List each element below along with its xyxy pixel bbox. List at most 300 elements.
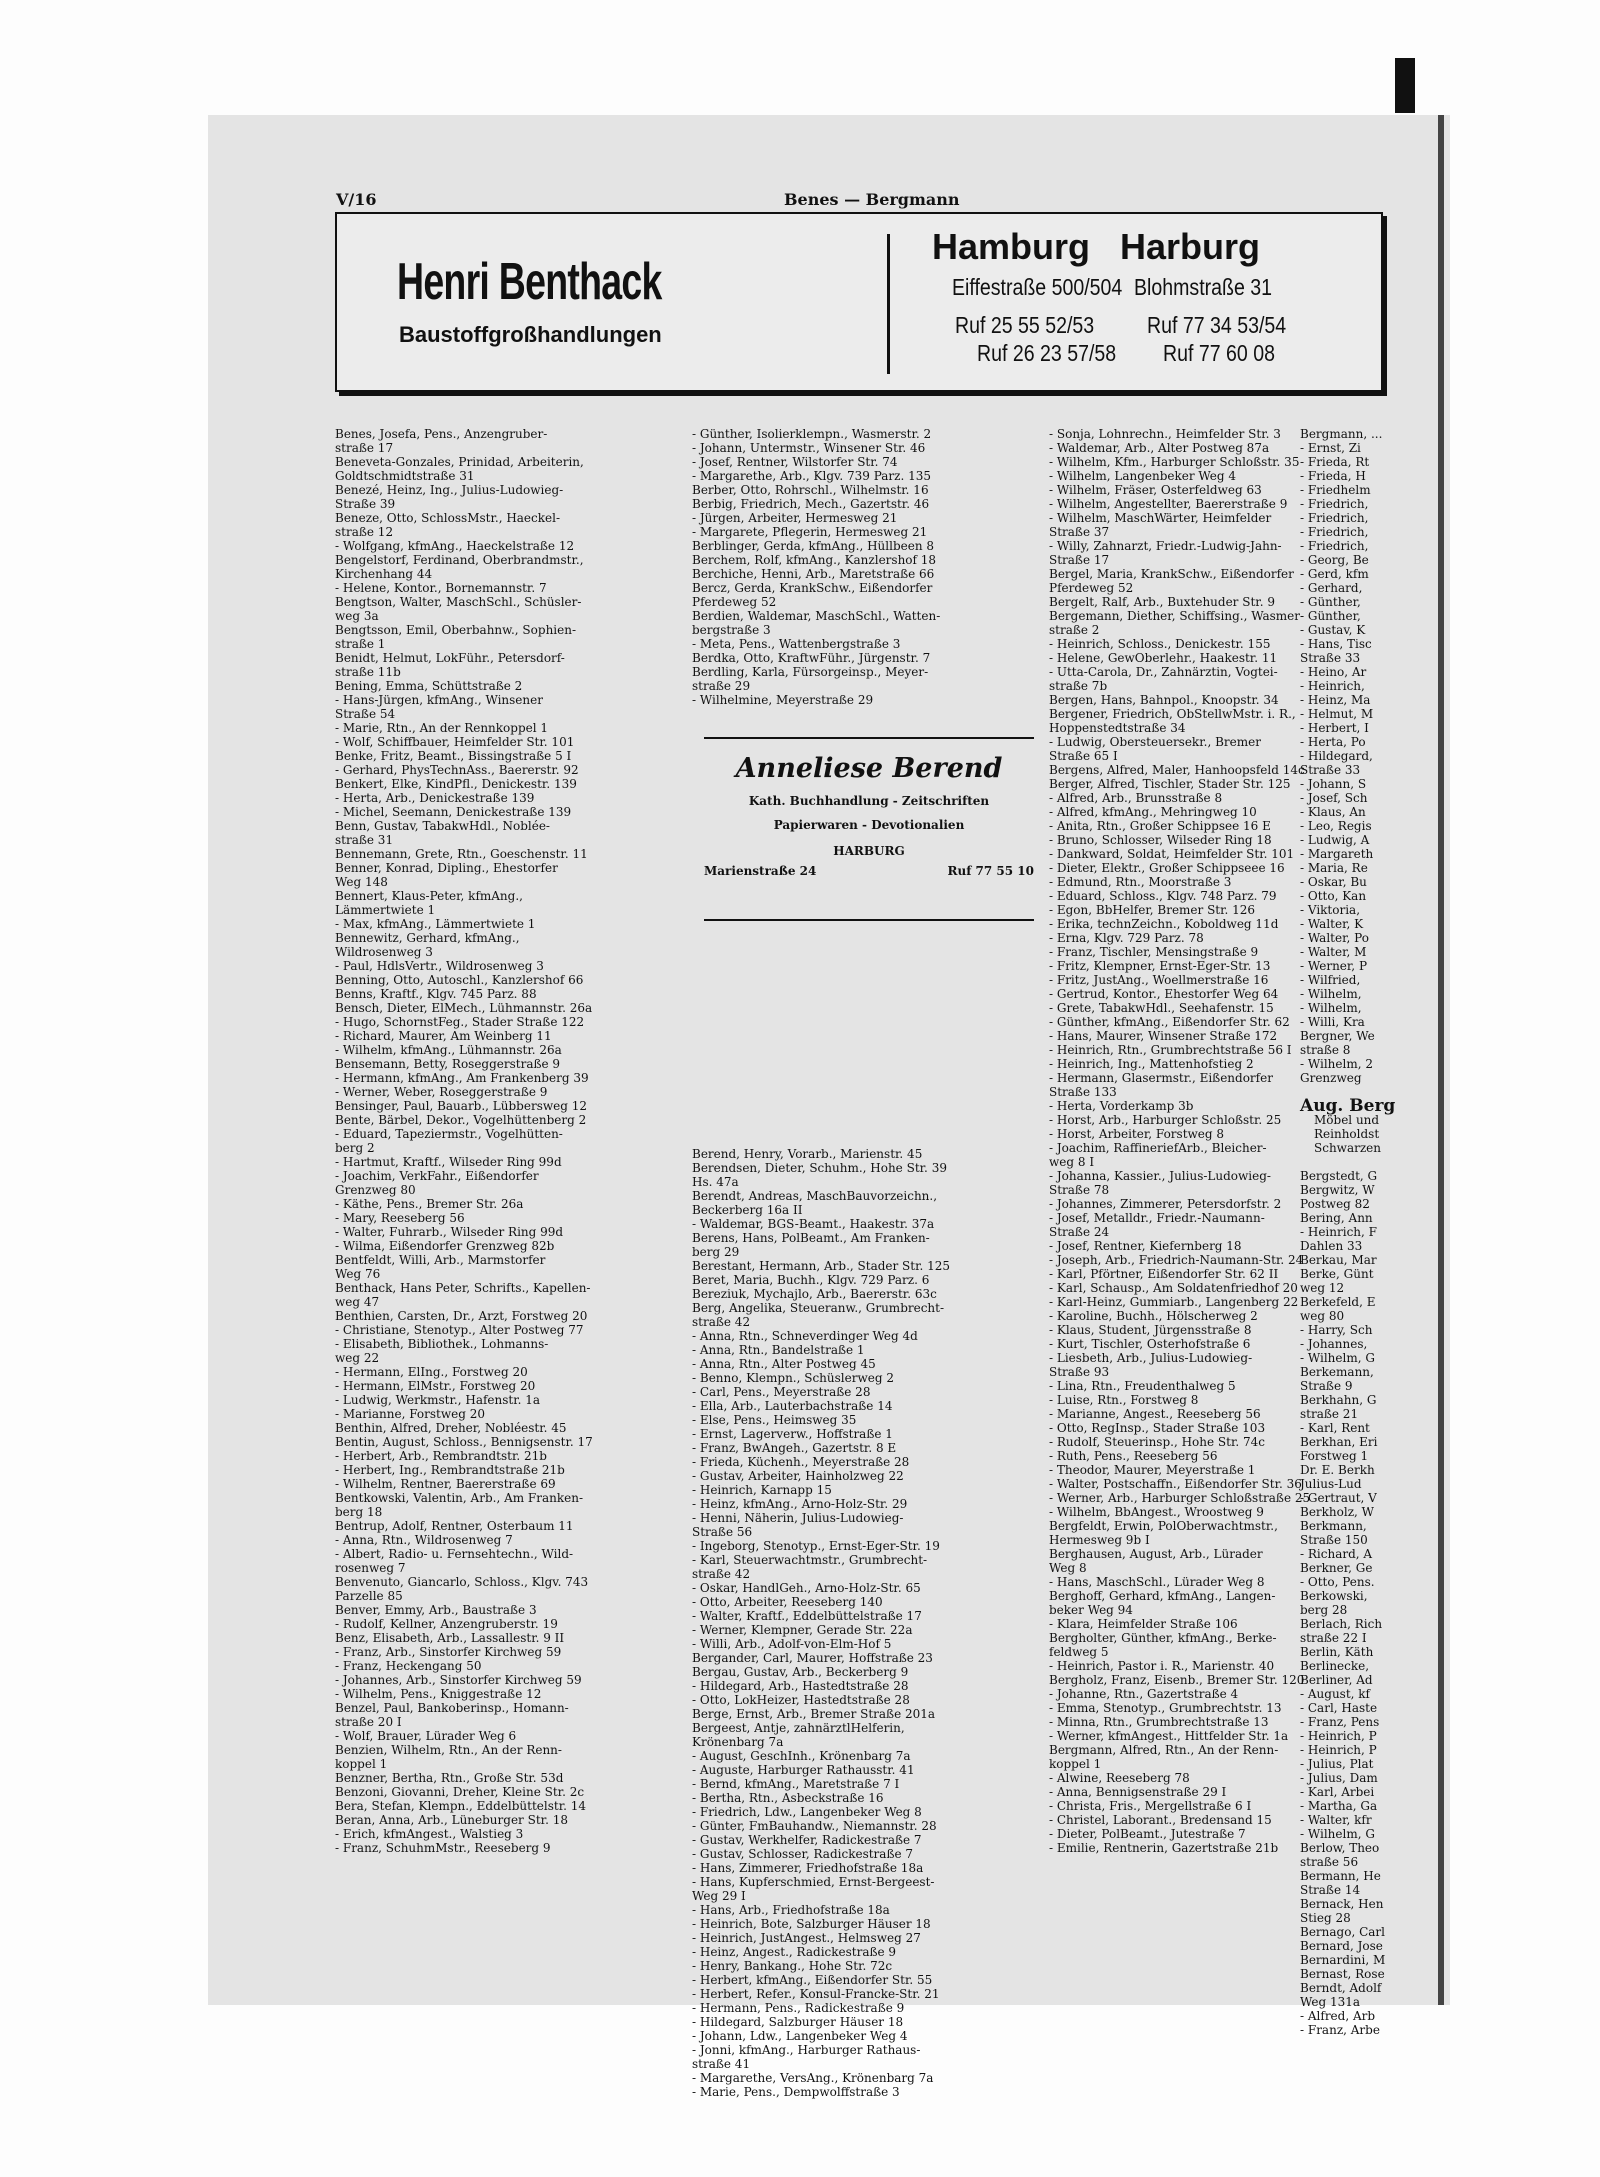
directory-entry-line: berg 28 bbox=[1300, 1603, 1348, 1617]
directory-entry-line: Benns, Kraftf., Klgv. 745 Parz. 88 bbox=[335, 987, 537, 1001]
ad-street-hamburg: Eiffestraße 500/504 bbox=[952, 274, 1123, 300]
directory-entry-line: - Werner, Arb., Harburger Schloßstraße 25 bbox=[1049, 1491, 1311, 1505]
directory-entry-line: Berendsen, Dieter, Schuhm., Hohe Str. 39 bbox=[692, 1161, 947, 1175]
directory-entry-line: - Karl, Arbei bbox=[1300, 1785, 1375, 1799]
directory-entry-line: Bergemann, Diether, Schiffsing., Wasmer- bbox=[1049, 609, 1305, 623]
directory-entry-line: - Richard, A bbox=[1300, 1547, 1373, 1561]
directory-entry-line: Berlinecke, bbox=[1300, 1659, 1370, 1673]
directory-entry-line: Weg 29 I bbox=[692, 1889, 746, 1903]
directory-entry-line: - Jonni, kfmAng., Harburger Rathaus- bbox=[692, 2043, 921, 2057]
directory-entry-line: Berkhan, Eri bbox=[1300, 1435, 1378, 1449]
directory-entry-line: straße 11b bbox=[335, 665, 401, 679]
directory-entry-line: - Rudolf, Steuerinsp., Hohe Str. 74c bbox=[1049, 1435, 1265, 1449]
directory-entry-line: Postweg 82 bbox=[1300, 1197, 1370, 1211]
directory-entry-line: - Hermann, kfmAng., Am Frankenberg 39 bbox=[335, 1071, 589, 1085]
column-2-lower bbox=[692, 1147, 1032, 2099]
directory-entry-line: - Hermann, ElMstr., Forstweg 20 bbox=[335, 1379, 536, 1393]
directory-entry-line: berg 2 bbox=[335, 1141, 375, 1155]
directory-entry-line: Berndt, Adolf bbox=[1300, 1981, 1382, 1995]
directory-entry-line: Pferdeweg 52 bbox=[692, 595, 777, 609]
directory-entry-line: - Otto, Kan bbox=[1300, 889, 1367, 903]
directory-entry-line: - Walter, Fuhrarb., Wilseder Ring 99d bbox=[335, 1225, 564, 1239]
directory-entry-line: Benvenuto, Giancarlo, Schloss., Klgv. 743 bbox=[335, 1575, 589, 1589]
directory-entry-line: - Friedrich, Ldw., Langenbeker Weg 8 bbox=[692, 1805, 922, 1819]
directory-entry-line: Bernardini, M bbox=[1300, 1953, 1386, 1967]
directory-entry-line: - Wilhelm, BbAngest., Wroostweg 9 bbox=[1049, 1505, 1264, 1519]
directory-entry-line: - Ingeborg, Stenotyp., Ernst-Eger-Str. 19 bbox=[692, 1539, 940, 1553]
directory-entry-line: - Marie, Pens., Dempwolffstraße 3 bbox=[692, 2085, 900, 2099]
directory-entry-line: - Gertraut, V bbox=[1300, 1491, 1377, 1505]
directory-entry-line: Bentin, August, Schloss., Bennigsenstr. 17 bbox=[335, 1435, 593, 1449]
directory-entry-line: Berblinger, Gerda, kfmAng., Hüllbeen 8 bbox=[692, 539, 935, 553]
directory-entry-line: - Wilhelm, Rentner, Baererstraße 69 bbox=[335, 1477, 556, 1491]
directory-entry-line: Julius-Lud bbox=[1300, 1477, 1362, 1491]
berend-ad-phone: Ruf 77 55 10 bbox=[947, 864, 1034, 878]
directory-entry-line: - Wilhelm, Angestellter, Baererstraße 9 bbox=[1049, 497, 1288, 511]
directory-entry-line: Wildrosenweg 3 bbox=[335, 945, 433, 959]
directory-entry-line: - Johannes, Arb., Sinstorfer Kirchweg 59 bbox=[335, 1673, 582, 1687]
directory-entry-line: straße 22 I bbox=[1300, 1631, 1367, 1645]
ad-company-name: Henri Benthack bbox=[397, 253, 662, 311]
directory-entry-line: - Walter, Kraftf., Eddelbüttelstraße 17 bbox=[692, 1609, 922, 1623]
directory-entry-line: - Heinrich, Schloss., Denickestr. 155 bbox=[1049, 637, 1271, 651]
directory-entry-line: - Auguste, Harburger Rathausstr. 41 bbox=[692, 1763, 915, 1777]
directory-entry-line: - Wilhelm, bbox=[1300, 987, 1362, 1001]
aug-berg-ad-line1: Möbel und bbox=[1314, 1113, 1380, 1127]
directory-entry-line: Bergwitz, W bbox=[1300, 1183, 1375, 1197]
directory-entry-line: Berkowski, bbox=[1300, 1589, 1368, 1603]
directory-entry-line: - Günter, FmBauhandw., Niemannstr. 28 bbox=[692, 1819, 937, 1833]
directory-entry-line: - Julius, Dam bbox=[1300, 1771, 1378, 1785]
directory-entry-line: - Wilhelm, Langenbeker Weg 4 bbox=[1049, 469, 1237, 483]
directory-entry-line: - Margarethe, Arb., Klgv. 739 Parz. 135 bbox=[692, 469, 931, 483]
directory-entry-line: - Günther, kfmAng., Eißendorfer Str. 62 bbox=[1049, 1015, 1290, 1029]
directory-entry-line: Berge, Ernst, Arb., Bremer Straße 201a bbox=[692, 1707, 936, 1721]
directory-entry-line: - Alfred, Arb bbox=[1300, 2009, 1376, 2023]
directory-entry-line: Berkner, Ge bbox=[1300, 1561, 1373, 1575]
column-2 bbox=[692, 427, 1032, 707]
directory-page bbox=[208, 115, 1450, 2099]
directory-entry-line: Bermann, He bbox=[1300, 1869, 1381, 1883]
directory-entry-line: Berlow, Theo bbox=[1300, 1841, 1380, 1855]
directory-entry-line: Bengtson, Walter, MaschSchl., Schüsler- bbox=[335, 595, 582, 609]
directory-entry-line: - Bertha, Rtn., Asbeckstraße 16 bbox=[692, 1791, 884, 1805]
directory-entry-line: straße 29 bbox=[692, 679, 751, 693]
directory-entry-line: - Carl, Haste bbox=[1300, 1701, 1378, 1715]
directory-entry-line: - Anna, Rtn., Bandelstraße 1 bbox=[692, 1343, 865, 1357]
directory-entry-line: - Hartmut, Kraftf., Wilseder Ring 99d bbox=[335, 1155, 562, 1169]
directory-entry-line: - Heinz, Angest., Radickestraße 9 bbox=[692, 1945, 897, 1959]
directory-entry-line: straße 31 bbox=[335, 833, 394, 847]
directory-entry-line: - Heino, Ar bbox=[1300, 665, 1367, 679]
directory-entry-line: Bergander, Carl, Maurer, Hoffstraße 23 bbox=[692, 1651, 933, 1665]
directory-entry-line: koppel 1 bbox=[1049, 1757, 1102, 1771]
directory-entry-line: Straße 9 bbox=[1300, 1379, 1353, 1393]
directory-entry-line: - Helene, Kontor., Bornemannstr. 7 bbox=[335, 581, 547, 595]
directory-entry-line: - Emma, Stenotyp., Grumbrechtstr. 13 bbox=[1049, 1701, 1282, 1715]
directory-entry-line: - Käthe, Pens., Bremer Str. 26a bbox=[335, 1197, 524, 1211]
page-number: V/16 bbox=[336, 190, 377, 209]
directory-entry-line: berg 18 bbox=[335, 1505, 383, 1519]
directory-entry-line: - Willi, Kra bbox=[1300, 1015, 1365, 1029]
directory-entry-line: - Gustav, Arbeiter, Hainholzweg 22 bbox=[692, 1469, 904, 1483]
directory-entry-line: Berchem, Rolf, kfmAng., Kanzlershof 18 bbox=[692, 553, 937, 567]
directory-entry-line: - Jürgen, Arbeiter, Hermesweg 21 bbox=[692, 511, 898, 525]
directory-entry-line: - August, kf bbox=[1300, 1687, 1370, 1701]
directory-entry-line: - Hans, Zimmerer, Friedhofstraße 18a bbox=[692, 1861, 924, 1875]
directory-entry-line: Bernard, Jose bbox=[1300, 1939, 1383, 1953]
directory-entry-line: - Eduard, Tapeziermstr., Vogelhütten- bbox=[335, 1127, 563, 1141]
directory-entry-line: - Franz, Arb., Sinstorfer Kirchweg 59 bbox=[335, 1645, 562, 1659]
directory-entry-line: - Wilhelm, G bbox=[1300, 1351, 1375, 1365]
directory-entry-line: - Kurt, Tischler, Osterhofstraße 6 bbox=[1049, 1337, 1251, 1351]
directory-entry-line: - Viktoria, bbox=[1300, 903, 1361, 917]
directory-entry-line: - Hans, Arb., Friedhofstraße 18a bbox=[692, 1903, 890, 1917]
directory-entry-line: Straße 37 bbox=[1049, 525, 1110, 539]
directory-entry-line: - Ernst, Lagerverw., Hoffstraße 1 bbox=[692, 1427, 893, 1441]
directory-entry-line: - Waldemar, Arb., Alter Postweg 87a bbox=[1049, 441, 1270, 455]
directory-entry-line: - Herbert, Arb., Rembrandtstr. 21b bbox=[335, 1449, 547, 1463]
directory-entry-line: - Walter, kfr bbox=[1300, 1813, 1372, 1827]
directory-entry-line: - Herta, Po bbox=[1300, 735, 1366, 749]
directory-entry-line: Bergmann, ... bbox=[1300, 427, 1383, 441]
directory-entry-line: - Erna, Klgv. 729 Parz. 78 bbox=[1049, 931, 1204, 945]
directory-entry-line: - Else, Pens., Heimsweg 35 bbox=[692, 1413, 857, 1427]
directory-entry-line: - Otto, Arbeiter, Reeseberg 140 bbox=[692, 1595, 883, 1609]
directory-entry-line: Berg, Angelika, Steueranw., Grumbrecht- bbox=[692, 1301, 945, 1315]
directory-entry-line: - Werner, kfmAngest., Hittfelder Str. 1a bbox=[1049, 1729, 1289, 1743]
directory-entry-line: - Anita, Rtn., Großer Schippsee 16 E bbox=[1049, 819, 1271, 833]
directory-entry-line: - Hermann, Glasermstr., Eißendorfer bbox=[1049, 1071, 1273, 1085]
directory-entry-line: - Wolfgang, kfmAng., Haeckelstraße 12 bbox=[335, 539, 575, 553]
directory-entry-line: - Erika, technZeichn., Koboldweg 11d bbox=[1049, 917, 1279, 931]
directory-entry-line: - Wilfried, bbox=[1300, 973, 1361, 987]
ad-phone-hamburg-1: Ruf 25 55 52/53 bbox=[955, 312, 1095, 338]
directory-entry-line: straße 12 bbox=[335, 525, 394, 539]
directory-entry-line: weg 3a bbox=[335, 609, 379, 623]
directory-entry-line: Hs. 47a bbox=[692, 1175, 739, 1189]
directory-entry-line: Bergmann, Alfred, Rtn., An der Renn- bbox=[1049, 1743, 1279, 1757]
directory-entry-line: - Bernd, kfmAng., Maretstraße 7 I bbox=[692, 1777, 900, 1791]
directory-entry-line: Benezé, Heinz, Ing., Julius-Ludowieg- bbox=[335, 483, 564, 497]
directory-entry-line: Benning, Otto, Autoschl., Kanzlershof 66 bbox=[335, 973, 584, 987]
directory-entry-line: Berber, Otto, Rohrschl., Wilhelmstr. 16 bbox=[692, 483, 929, 497]
directory-entry-line: - Frieda, Küchenh., Meyerstraße 28 bbox=[692, 1455, 910, 1469]
directory-entry-line: - Gertrud, Kontor., Ehestorfer Weg 64 bbox=[1049, 987, 1279, 1001]
ad-divider bbox=[887, 234, 890, 374]
directory-entry-line: Benidt, Helmut, LokFühr., Petersdorf- bbox=[335, 651, 565, 665]
directory-entry-line: - Hermann, ElIng., Forstweg 20 bbox=[335, 1365, 528, 1379]
directory-entry-line: - Hans, MaschSchl., Lürader Weg 8 bbox=[1049, 1575, 1265, 1589]
directory-entry-line: - Henry, Bankang., Hohe Str. 72c bbox=[692, 1959, 893, 1973]
directory-entry-line: - Rudolf, Kellner, Anzengruberstr. 19 bbox=[335, 1617, 558, 1631]
directory-entry-line: - Heinrich, P bbox=[1300, 1729, 1377, 1743]
directory-entry-line: - Gerhard, PhysTechnAss., Baererstr. 92 bbox=[335, 763, 579, 777]
directory-entry-line: - Harry, Sch bbox=[1300, 1323, 1373, 1337]
directory-entry-line: - Friedrich, bbox=[1300, 525, 1369, 539]
directory-entry-line: Bentrup, Adolf, Rentner, Osterbaum 11 bbox=[335, 1519, 574, 1533]
directory-entry-line: - Johannes, bbox=[1300, 1337, 1368, 1351]
directory-entry-line: Benzner, Bertha, Rtn., Große Str. 53d bbox=[335, 1771, 564, 1785]
directory-entry-line: Hermesweg 9b I bbox=[1049, 1533, 1150, 1547]
directory-entry-line: Berkau, Mar bbox=[1300, 1253, 1377, 1267]
directory-entry-line: - Josef, Sch bbox=[1300, 791, 1368, 805]
directory-entry-line: Benzoni, Giovanni, Dreher, Kleine Str. 2c bbox=[335, 1785, 585, 1799]
directory-entry-line: - August, GeschInh., Krönenbarg 7a bbox=[692, 1749, 911, 1763]
directory-entry-line: Berlach, Rich bbox=[1300, 1617, 1383, 1631]
directory-entry-line: - Hans, Tisc bbox=[1300, 637, 1372, 651]
directory-entry-line: - Edmund, Rtn., Moorstraße 3 bbox=[1049, 875, 1232, 889]
directory-entry-line: - Hildegard, Arb., Hastedtstraße 28 bbox=[692, 1679, 909, 1693]
directory-entry-line: - Friedhelm bbox=[1300, 483, 1371, 497]
berend-ad-rule-top bbox=[704, 737, 1034, 739]
directory-entry-line: - Fritz, Klempner, Ernst-Eger-Str. 13 bbox=[1049, 959, 1271, 973]
directory-entry-line: Berke, Günt bbox=[1300, 1267, 1374, 1281]
directory-entry-line: - Hans-Jürgen, kfmAng., Winsener bbox=[335, 693, 543, 707]
directory-entry-line: - Wilhelm, bbox=[1300, 1001, 1362, 1015]
directory-entry-line: - Karl, Schausp., Am Soldatenfriedhof 20 bbox=[1049, 1281, 1298, 1295]
directory-entry-line: - Klaus, An bbox=[1300, 805, 1366, 819]
directory-entry-line: - Wilma, Eißendorfer Grenzweg 82b bbox=[335, 1239, 555, 1253]
directory-entry-line: - Theodor, Maurer, Meyerstraße 1 bbox=[1049, 1463, 1256, 1477]
directory-entry-line: - Elisabeth, Bibliothek., Lohmanns- bbox=[335, 1337, 549, 1351]
directory-entry-line: - Heinrich, JustAngest., Helmsweg 27 bbox=[692, 1931, 921, 1945]
directory-entry-line: Bensemann, Betty, Roseggerstraße 9 bbox=[335, 1057, 561, 1071]
directory-entry-line: Dr. E. Berkh bbox=[1300, 1463, 1375, 1477]
directory-entry-line: Bergens, Alfred, Maler, Hanhoopsfeld 14c bbox=[1049, 763, 1305, 777]
directory-entry-line: - Hildegard, Salzburger Häuser 18 bbox=[692, 2015, 904, 2029]
column-4-cut bbox=[1300, 427, 1440, 2037]
directory-entry-line: Berkhahn, G bbox=[1300, 1393, 1377, 1407]
directory-entry-line: - Utta-Carola, Dr., Zahnärztin, Vogtei- bbox=[1049, 665, 1278, 679]
running-head: Benes — Bergmann bbox=[784, 190, 960, 209]
directory-entry-line: - Frieda, Rt bbox=[1300, 455, 1370, 469]
directory-entry-line: Berger, Alfred, Tischler, Stader Str. 125 bbox=[1049, 777, 1291, 791]
directory-entry-line: Kirchenhang 44 bbox=[335, 567, 433, 581]
directory-entry-line: Berend, Henry, Vorarb., Marienstr. 45 bbox=[692, 1147, 923, 1161]
directory-entry-line: Pferdeweg 52 bbox=[1049, 581, 1134, 595]
directory-entry-line: Bergau, Gustav, Arb., Beckerberg 9 bbox=[692, 1665, 909, 1679]
directory-entry-line: - Heinz, kfmAng., Arno-Holz-Str. 29 bbox=[692, 1497, 908, 1511]
directory-entry-line: - Fritz, JustAng., Woellmerstraße 16 bbox=[1049, 973, 1269, 987]
directory-entry-line: Bentkowski, Valentin, Arb., Am Franken- bbox=[335, 1491, 584, 1505]
directory-entry-line: - Heinz, Ma bbox=[1300, 693, 1371, 707]
directory-entry-line: - Hans, Maurer, Winsener Straße 172 bbox=[1049, 1029, 1278, 1043]
directory-entry-line: - Walter, K bbox=[1300, 917, 1364, 931]
directory-entry-line: Bergfeldt, Erwin, PolOberwachtmstr., bbox=[1049, 1519, 1278, 1533]
directory-entry-line: - Gustav, Schlosser, Radickestraße 7 bbox=[692, 1847, 914, 1861]
directory-entry-line: - Heinrich, Rtn., Grumbrechtstraße 56 I bbox=[1049, 1043, 1292, 1057]
directory-entry-line: - Johannes, Zimmerer, Petersdorfstr. 2 bbox=[1049, 1197, 1282, 1211]
directory-entry-line: - Paul, HdlsVertr., Wildrosenweg 3 bbox=[335, 959, 544, 973]
directory-entry-line: - Joseph, Arb., Friedrich-Naumann-Str. 24 bbox=[1049, 1253, 1304, 1267]
directory-entry-line: - Josef, Rentner, Kiefernberg 18 bbox=[1049, 1239, 1242, 1253]
ad-city-hamburg: Hamburg bbox=[932, 226, 1091, 267]
directory-entry-line: - Joachim, RaffineriefArb., Bleicher- bbox=[1049, 1141, 1267, 1155]
directory-entry-line: - Margarete, Pflegerin, Hermesweg 21 bbox=[692, 525, 928, 539]
directory-entry-line: - Leo, Regis bbox=[1300, 819, 1372, 833]
directory-entry-line: Berdling, Karla, Fürsorgeinsp., Meyer- bbox=[692, 665, 929, 679]
directory-entry-line: Berkmann, bbox=[1300, 1519, 1367, 1533]
directory-entry-line: - Werner, Weber, Roseggerstraße 9 bbox=[335, 1085, 548, 1099]
directory-entry-line: Benke, Fritz, Beamt., Bissingstraße 5 I bbox=[335, 749, 572, 763]
directory-entry-line: straße 20 I bbox=[335, 1715, 402, 1729]
directory-entry-line: - Marianne, Angest., Reeseberg 56 bbox=[1049, 1407, 1261, 1421]
directory-entry-line: - Karoline, Buchh., Hölscherweg 2 bbox=[1049, 1309, 1258, 1323]
directory-entry-line: straße 42 bbox=[692, 1315, 751, 1329]
directory-entry-line: - Heinrich, Bote, Salzburger Häuser 18 bbox=[692, 1917, 931, 1931]
directory-entry-line: - Johanne, Rtn., Gazertstraße 4 bbox=[1049, 1687, 1239, 1701]
directory-entry-line: - Wilhelm, Kfm., Harburger Schloßstr. 35 bbox=[1049, 455, 1300, 469]
page-edge-mark bbox=[1395, 58, 1415, 113]
directory-entry-line: Beret, Maria, Buchh., Klgv. 729 Parz. 6 bbox=[692, 1273, 930, 1287]
directory-entry-line: Berkemann, bbox=[1300, 1365, 1374, 1379]
directory-entry-line: Straße 54 bbox=[335, 707, 396, 721]
directory-entry-line: Weg 8 bbox=[1049, 1561, 1087, 1575]
directory-entry-line: - Maria, Re bbox=[1300, 861, 1368, 875]
directory-entry-line: Berdien, Waldemar, MaschSchl., Watten- bbox=[692, 609, 941, 623]
directory-entry-line: straße 8 bbox=[1300, 1043, 1351, 1057]
directory-entry-line: weg 12 bbox=[1300, 1281, 1345, 1295]
directory-entry-line: - Minna, Rtn., Grumbrechtstraße 13 bbox=[1049, 1715, 1269, 1729]
directory-entry-line: - Mary, Reeseberg 56 bbox=[335, 1211, 465, 1225]
directory-entry-line: - Herbert, I bbox=[1300, 721, 1369, 735]
benthack-advertisement bbox=[335, 212, 1383, 392]
directory-entry-line: - Wolf, Schiffbauer, Heimfelder Str. 101 bbox=[335, 735, 575, 749]
directory-entry-line: - Friedrich, bbox=[1300, 497, 1369, 511]
directory-entry-line: Bergel, Maria, KrankSchw., Eißendorfer bbox=[1049, 567, 1294, 581]
directory-entry-line: - Christiane, Stenotyp., Alter Postweg 77 bbox=[335, 1323, 584, 1337]
directory-entry-line: - Herta, Arb., Denickestraße 139 bbox=[335, 791, 535, 805]
directory-entry-line: Bergholter, Günther, kfmAng., Berke- bbox=[1049, 1631, 1277, 1645]
directory-entry-line: - Walter, M bbox=[1300, 945, 1367, 959]
directory-entry-line: Straße 150 bbox=[1300, 1533, 1368, 1547]
directory-entry-line: - Sonja, Lohnrechn., Heimfelder Str. 3 bbox=[1049, 427, 1281, 441]
directory-entry-line: rosenweg 7 bbox=[335, 1561, 406, 1575]
directory-entry-line: - Martha, Ga bbox=[1300, 1799, 1378, 1813]
directory-entry-line: Grenzweg bbox=[1300, 1071, 1362, 1085]
directory-entry-line: - Dankward, Soldat, Heimfelder Str. 101 bbox=[1049, 847, 1295, 861]
directory-entry-line: Weg 148 bbox=[335, 875, 388, 889]
directory-entry-line: Benzien, Wilhelm, Rtn., An der Renn- bbox=[335, 1743, 562, 1757]
directory-entry-line: Bernast, Rose bbox=[1300, 1967, 1385, 1981]
directory-entry-line: straße 2 bbox=[1049, 623, 1100, 637]
directory-entry-line: Straße 93 bbox=[1049, 1365, 1110, 1379]
directory-entry-line: - Wilhelm, Fräser, Osterfeldweg 63 bbox=[1049, 483, 1262, 497]
directory-entry-line: Bente, Bärbel, Dekor., Vogelhüttenberg 2 bbox=[335, 1113, 587, 1127]
directory-entry-line: Benthack, Hans Peter, Schrifts., Kapellen- bbox=[335, 1281, 591, 1295]
directory-entry-line: Berghausen, August, Arb., Lürader bbox=[1049, 1547, 1263, 1561]
directory-entry-line: - Ludwig, A bbox=[1300, 833, 1370, 847]
directory-entry-line: - Eduard, Schloss., Klgv. 748 Parz. 79 bbox=[1049, 889, 1277, 903]
directory-entry-line: - Bruno, Schlosser, Wilseder Ring 18 bbox=[1049, 833, 1272, 847]
directory-entry-line: - Georg, Be bbox=[1300, 553, 1369, 567]
directory-entry-line: - Richard, Maurer, Am Weinberg 11 bbox=[335, 1029, 552, 1043]
directory-entry-line: Straße 65 I bbox=[1049, 749, 1118, 763]
directory-entry-line: - Alwine, Reeseberg 78 bbox=[1049, 1771, 1190, 1785]
berend-ad-line2: Papierwaren - Devotionalien bbox=[773, 818, 965, 832]
directory-entry-line: - Herta, Vorderkamp 3b bbox=[1049, 1099, 1194, 1113]
directory-entry-line: Bernago, Carl bbox=[1300, 1925, 1385, 1939]
directory-entry-line: - Johann, Untermstr., Winsener Str. 46 bbox=[692, 441, 926, 455]
directory-entry-line: - Heinrich, P bbox=[1300, 1743, 1377, 1757]
directory-entry-line: - Gerd, kfm bbox=[1300, 567, 1369, 581]
directory-entry-line: - Klaus, Student, Jürgensstraße 8 bbox=[1049, 1323, 1252, 1337]
directory-entry-line: Bergner, We bbox=[1300, 1029, 1375, 1043]
directory-entry-line: Bergener, Friedrich, ObStellwMstr. i. R., bbox=[1049, 707, 1296, 721]
directory-entry-line: Bengelstorf, Ferdinand, Oberbrandmstr., bbox=[335, 553, 584, 567]
directory-entry-line: - Friedrich, bbox=[1300, 511, 1369, 525]
directory-entry-line: - Wilhelmine, Meyerstraße 29 bbox=[692, 693, 874, 707]
directory-entry-line: - Meta, Pens., Wattenbergstraße 3 bbox=[692, 637, 901, 651]
directory-entry-line: Bercz, Gerda, KrankSchw., Eißendorfer bbox=[692, 581, 933, 595]
directory-entry-line: Berghoff, Gerhard, kfmAng., Langen- bbox=[1049, 1589, 1276, 1603]
directory-entry-line: - Günther, bbox=[1300, 595, 1361, 609]
directory-entry-line: - Josef, Metalldr., Friedr.-Naumann- bbox=[1049, 1211, 1265, 1225]
directory-entry-line: - Julius, Plat bbox=[1300, 1757, 1374, 1771]
directory-entry-line: - Johann, S bbox=[1300, 777, 1367, 791]
directory-entry-line: Bensinger, Paul, Bauarb., Lübbersweg 12 bbox=[335, 1099, 587, 1113]
directory-entry-line: - Wilhelm, MaschWärter, Heimfelder bbox=[1049, 511, 1272, 525]
directory-entry-line: straße 1 bbox=[335, 637, 386, 651]
directory-entry-line: - Franz, SchuhmMstr., Reeseberg 9 bbox=[335, 1841, 551, 1855]
directory-entry-line: Berkefeld, E bbox=[1300, 1295, 1376, 1309]
directory-entry-line: Beneveta-Gonzales, Prinidad, Arbeiterin, bbox=[335, 455, 584, 469]
directory-entry-line: - Franz, Pens bbox=[1300, 1715, 1380, 1729]
aug-berg-ad-line2: Reinholdst bbox=[1314, 1127, 1380, 1141]
directory-entry-line: - Franz, BwAngeh., Gazertstr. 8 E bbox=[692, 1441, 897, 1455]
directory-entry-line: Benkert, Elke, KindPfl., Denickestr. 139 bbox=[335, 777, 577, 791]
directory-entry-line: koppel 1 bbox=[335, 1757, 388, 1771]
directory-entry-line: - Henni, Näherin, Julius-Ludowieg- bbox=[692, 1511, 904, 1525]
directory-entry-line: - Liesbeth, Arb., Julius-Ludowieg- bbox=[1049, 1351, 1253, 1365]
directory-entry-line: - Gustav, K bbox=[1300, 623, 1366, 637]
directory-entry-line: Dahlen 33 bbox=[1300, 1239, 1363, 1253]
directory-entry-line: - Günther, bbox=[1300, 609, 1361, 623]
directory-entry-line: Berens, Hans, PolBeamt., Am Franken- bbox=[692, 1231, 930, 1245]
berend-advertisement bbox=[704, 745, 1034, 905]
directory-entry-line: - Günther, Isolierklempn., Wasmerstr. 2 bbox=[692, 427, 932, 441]
directory-entry-line: Bera, Stefan, Klempn., Eddelbüttelstr. 14 bbox=[335, 1799, 587, 1813]
directory-entry-line: - Dieter, PolBeamt., Jutestraße 7 bbox=[1049, 1827, 1246, 1841]
directory-entry-line: Bentfeldt, Willi, Arb., Marmstorfer bbox=[335, 1253, 546, 1267]
ad-phone-harburg-2: Ruf 77 60 08 bbox=[1163, 340, 1275, 366]
directory-entry-line: - Heinrich, bbox=[1300, 679, 1365, 693]
directory-entry-line: Stieg 28 bbox=[1300, 1911, 1351, 1925]
directory-entry-line: Benn, Gustav, TabakwHdl., Noblée- bbox=[335, 819, 550, 833]
directory-entry-line: Straße 78 bbox=[1049, 1183, 1110, 1197]
ad-street-harburg: Blohmstraße 31 bbox=[1134, 274, 1273, 300]
directory-entry-line: Berestant, Hermann, Arb., Stader Str. 125 bbox=[692, 1259, 951, 1273]
directory-entry-line: Benz, Elisabeth, Arb., Lassallestr. 9 II bbox=[335, 1631, 565, 1645]
directory-entry-line: - Hugo, SchornstFeg., Stader Straße 122 bbox=[335, 1015, 585, 1029]
directory-entry-line: - Johanna, Kassier., Julius-Ludowieg- bbox=[1049, 1169, 1271, 1183]
directory-entry-line: Straße 56 bbox=[692, 1525, 753, 1539]
directory-entry-line: - Karl, Steuerwachtmstr., Grumbrecht- bbox=[692, 1553, 928, 1567]
directory-entry-line: Grenzweg 80 bbox=[335, 1183, 416, 1197]
directory-entry-line: berg 29 bbox=[692, 1245, 740, 1259]
directory-entry-line: Berdka, Otto, KraftwFühr., Jürgenstr. 7 bbox=[692, 651, 931, 665]
directory-entry-line: - Wilhelm, G bbox=[1300, 1827, 1375, 1841]
directory-entry-line: Bergelt, Ralf, Arb., Buxtehuder Str. 9 bbox=[1049, 595, 1275, 609]
directory-entry-line: - Marianne, Forstweg 20 bbox=[335, 1407, 485, 1421]
directory-entry-line: straße 56 bbox=[1300, 1855, 1359, 1869]
directory-entry-line: Beneze, Otto, SchlossMstr., Haeckel- bbox=[335, 511, 561, 525]
directory-entry-line: - Dieter, Elektr., Großer Schippseee 16 bbox=[1049, 861, 1285, 875]
directory-entry-line: Bernack, Hen bbox=[1300, 1897, 1384, 1911]
directory-entry-line: Berchiche, Henni, Arb., Maretstraße 66 bbox=[692, 567, 935, 581]
directory-entry-line: Straße 17 bbox=[1049, 553, 1110, 567]
